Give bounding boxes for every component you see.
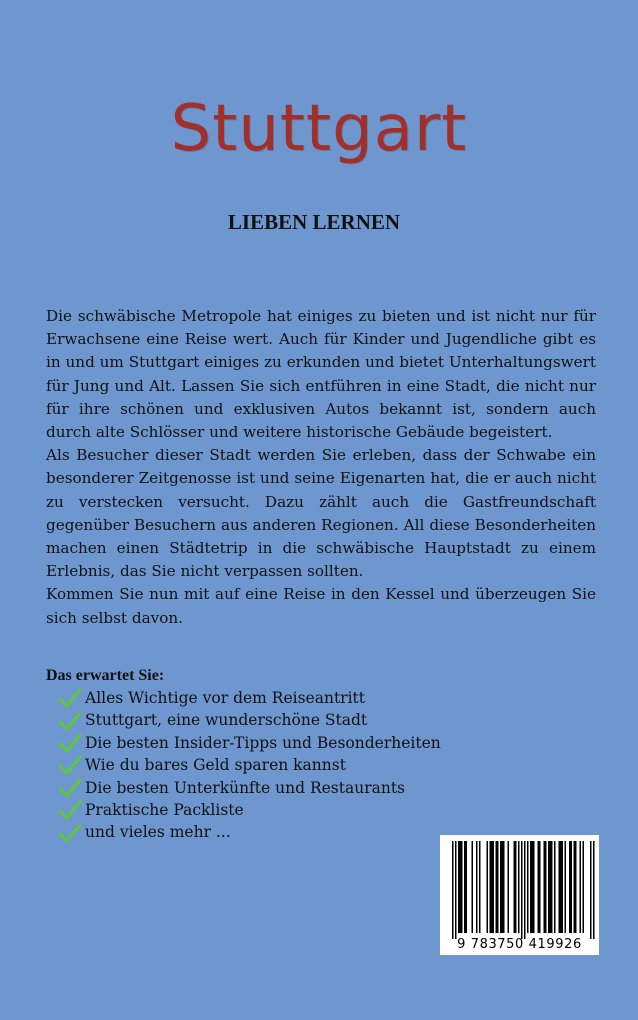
- list-item-label: Wie du bares Geld sparen kannst: [85, 756, 346, 775]
- barcode-bar: [518, 841, 520, 933]
- list-item: [58, 754, 441, 776]
- list-item: [58, 799, 441, 821]
- check-icon: [58, 800, 82, 820]
- barcode-bar: [502, 841, 504, 933]
- list-item: [58, 777, 441, 799]
- list-item: [58, 687, 441, 709]
- barcode-bar: [460, 841, 462, 933]
- barcode-bar: [452, 841, 454, 939]
- list-item-label: Praktische Packliste: [85, 800, 244, 819]
- barcode-bar: [571, 841, 573, 933]
- barcode-bar: [515, 841, 517, 933]
- barcode-bar: [559, 841, 561, 933]
- list-item: [58, 709, 441, 731]
- barcode-bar: [476, 841, 478, 933]
- cover-title: Stuttgart: [170, 92, 468, 166]
- barcode-bar: [472, 841, 474, 933]
- barcode-bar: [479, 841, 481, 933]
- barcode-bar: [524, 841, 526, 939]
- barcode-bar: [493, 841, 495, 933]
- barcode-bar: [539, 841, 541, 933]
- barcode-bar: [455, 841, 457, 939]
- barcode-bar: [503, 841, 505, 933]
- barcode-bar: [464, 841, 466, 933]
- description-paragraph: Die schwäbische Metropole hat einiges zu bieten und ist nicht nur für Erwachsene eine Reise wert. Auch für Kinder und Jugendliche gibt es in und um Stuttgart einiges zu erkunden und bietet Unterhaltungswert für Jung und Alt. Lassen Sie sich entführen in eine Stadt, die nicht nur für ihre schönen und exklusiven Autos bekannt ist, sondern auch durch alte Schlösser und weitere historische Gebäude begeistert.: [46, 307, 596, 442]
- check-icon: [58, 733, 82, 753]
- barcode-bar: [538, 841, 540, 933]
- barcode-bar: [545, 841, 547, 933]
- barcode-bar: [551, 841, 553, 933]
- barcode-bar: [565, 841, 567, 933]
- barcode-bar: [560, 841, 562, 933]
- list-item-label: Alles Wichtige vor dem Reiseantritt: [85, 689, 365, 707]
- barcode-bar: [500, 841, 502, 933]
- barcode-bar: [580, 841, 582, 933]
- list-item-label: Die besten Unterkünfte und Restaurants: [85, 778, 406, 797]
- isbn-number: 9 783750 419926: [457, 937, 582, 952]
- barcode-bar: [458, 841, 460, 933]
- cover-subtitle: LIEBEN LERNEN: [227, 210, 401, 234]
- barcode-bar: [593, 841, 595, 939]
- barcode-bar: [575, 841, 577, 933]
- barcode-bar: [466, 841, 468, 933]
- barcode-bar: [562, 841, 564, 933]
- description-paragraph: Kommen Sie nun mit auf eine Reise in den Kessel und überzeugen Sie sich selbst davon.: [46, 585, 596, 627]
- check-icon: [58, 688, 82, 708]
- barcode-bar: [491, 841, 493, 933]
- barcode-bar: [590, 841, 592, 939]
- check-icon: [58, 778, 82, 798]
- barcode-bar: [527, 841, 529, 933]
- list-heading: Das erwartet Sie:: [46, 667, 165, 684]
- description-paragraph: Als Besucher dieser Stadt werden Sie erleben, dass der Schwabe ein besonderer Zeitgenosse ist und seine Eigenarten hat, die er auch nicht zu verstecken versucht. Dazu zählt auch die Gastfreundschaft gegenüber Besuchern aus anderen Regionen. All diese Besonderheiten machen einen Städtetrip in die schwäbische Hauptstadt zu einem Erlebnis, das Sie nicht verpassen sollten.: [46, 446, 596, 581]
- barcode-bar: [497, 841, 499, 933]
- barcode-bar: [574, 841, 576, 933]
- barcode: [440, 835, 599, 955]
- check-icon: [58, 711, 82, 731]
- description: [46, 305, 596, 630]
- barcode-bar: [532, 841, 534, 933]
- barcode-bar: [530, 841, 532, 933]
- barcode-bar: [490, 841, 492, 933]
- list-item: [58, 821, 441, 843]
- barcode-bar: [550, 841, 552, 933]
- check-icon: [58, 755, 82, 775]
- barcode-bar: [533, 841, 535, 933]
- barcode-bar: [548, 841, 550, 933]
- barcode-bar: [514, 841, 516, 933]
- check-icon: [58, 823, 82, 843]
- barcode-bar: [496, 841, 498, 933]
- list-item-label: Stuttgart, eine wunderschöne Stadt: [85, 711, 368, 730]
- list-item: [58, 732, 441, 754]
- list-item-label: und vieles mehr ...: [85, 823, 231, 842]
- barcode-bar: [521, 841, 523, 939]
- barcode-bar: [569, 841, 571, 933]
- feature-list: [58, 687, 441, 844]
- list-item-label: Die besten Insider-Tipps und Besonderheiten: [85, 733, 441, 752]
- barcode-bar: [583, 841, 585, 933]
- barcode-bar: [508, 841, 510, 933]
- barcode-bar: [487, 841, 489, 933]
- barcode-bar: [461, 841, 463, 933]
- barcode-bar: [554, 841, 556, 933]
- barcode-bar: [544, 841, 546, 933]
